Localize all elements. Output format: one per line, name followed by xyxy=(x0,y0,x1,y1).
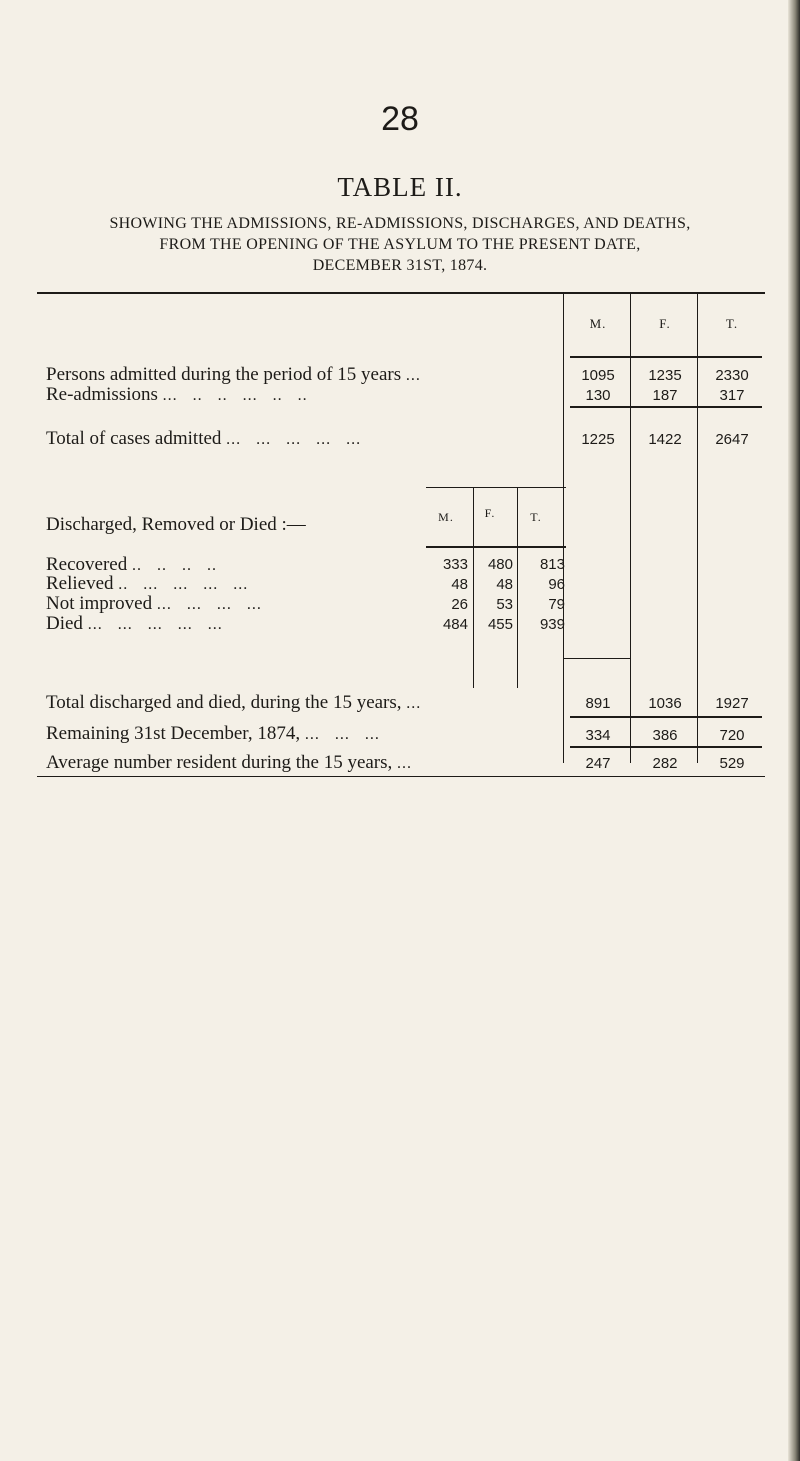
subtable-top-rule xyxy=(426,487,566,488)
cell-readmissions-m: 130 xyxy=(585,387,611,404)
top-rule xyxy=(37,292,765,294)
subtitle-line-2: FROM THE OPENING OF THE ASYLUM TO THE PRESENT DATE, xyxy=(159,236,641,253)
cell-remaining-m: 334 xyxy=(585,727,611,744)
cell-recovered-t: 813 xyxy=(539,556,565,573)
subtitle-line-1: SHOWING THE ADMISSIONS, RE-ADMISSIONS, DISCHARGES, AND DEATHS, xyxy=(109,215,691,232)
row-label-recovered: Recovered .. .. .. .. xyxy=(46,554,217,575)
cell-total-discharged-m: 891 xyxy=(585,695,611,712)
column-divider-mid xyxy=(630,293,631,763)
cell-readmissions-f: 187 xyxy=(652,387,678,404)
cell-total-admitted-m: 1225 xyxy=(581,431,615,448)
cell-died-f: 455 xyxy=(487,616,513,633)
sub-header-f: F. xyxy=(484,506,496,520)
subtitle-line-3: DECEMBER 31ST, 1874. xyxy=(312,257,488,274)
page-edge-shadow xyxy=(788,0,800,1461)
row-label-total-discharged: Total discharged and died, during the 15 years, ... xyxy=(46,692,422,713)
cell-relieved-m: 48 xyxy=(451,576,468,593)
cell-total-admitted-t: 2647 xyxy=(715,431,749,448)
cell-total-discharged-t: 1927 xyxy=(715,695,749,712)
row-label-relieved: Relieved .. ... ... ... ... xyxy=(46,573,249,594)
row-label-admitted: Persons admitted during the period of 15 years ... xyxy=(46,364,421,385)
cell-died-t: 939 xyxy=(539,616,565,633)
cell-readmissions-t: 317 xyxy=(719,387,745,404)
cell-average-t: 529 xyxy=(719,755,745,772)
cell-not-improved-f: 53 xyxy=(496,596,513,613)
cell-died-m: 484 xyxy=(442,616,468,633)
row-label-readmissions: Re-admissions ... .. .. ... .. .. xyxy=(46,384,308,405)
cell-admitted-f: 1235 xyxy=(648,367,682,384)
cell-admitted-t: 2330 xyxy=(715,367,749,384)
cell-average-f: 282 xyxy=(652,755,678,772)
cell-recovered-m: 333 xyxy=(442,556,468,573)
cell-relieved-t: 96 xyxy=(548,576,565,593)
cell-not-improved-m: 26 xyxy=(451,596,468,613)
row-label-average: Average number resident during the 15 years, ... xyxy=(46,752,413,773)
average-rule xyxy=(570,746,762,748)
subtable-divider-2 xyxy=(517,488,518,688)
cell-average-m: 247 xyxy=(585,755,611,772)
header-underline xyxy=(570,356,762,358)
header-t: T. xyxy=(725,316,739,331)
column-divider-left xyxy=(563,293,564,763)
row-label-total-admitted: Total of cases admitted ... ... ... ... ... xyxy=(46,428,362,449)
page-number: 28 xyxy=(381,100,419,138)
cell-relieved-f: 48 xyxy=(496,576,513,593)
row-label-remaining: Remaining 31st December, 1874, ... ... ... xyxy=(46,723,380,744)
row-label-died: Died ... ... ... ... ... xyxy=(46,613,223,634)
cell-total-discharged-f: 1036 xyxy=(648,695,682,712)
subtotal-rule xyxy=(570,406,762,408)
sub-header-m: M. xyxy=(438,510,454,524)
sub-header-t: T. xyxy=(530,510,542,524)
cell-not-improved-t: 79 xyxy=(548,596,565,613)
discharged-total-rule xyxy=(563,658,630,659)
row-label-not-improved: Not improved ... ... ... ... xyxy=(46,593,262,614)
cell-recovered-f: 480 xyxy=(487,556,513,573)
discharged-heading: Discharged, Removed or Died :— xyxy=(46,514,306,535)
cell-remaining-t: 720 xyxy=(719,727,745,744)
subtable-header-rule xyxy=(426,546,566,548)
header-f: F. xyxy=(659,316,671,331)
cell-admitted-m: 1095 xyxy=(581,367,615,384)
column-divider-right xyxy=(697,293,698,763)
cell-remaining-f: 386 xyxy=(652,727,678,744)
bottom-rule xyxy=(37,776,765,777)
header-m: M. xyxy=(589,316,607,331)
remaining-rule xyxy=(570,716,762,718)
cell-total-admitted-f: 1422 xyxy=(648,431,682,448)
table-title: TABLE II. xyxy=(337,172,463,202)
